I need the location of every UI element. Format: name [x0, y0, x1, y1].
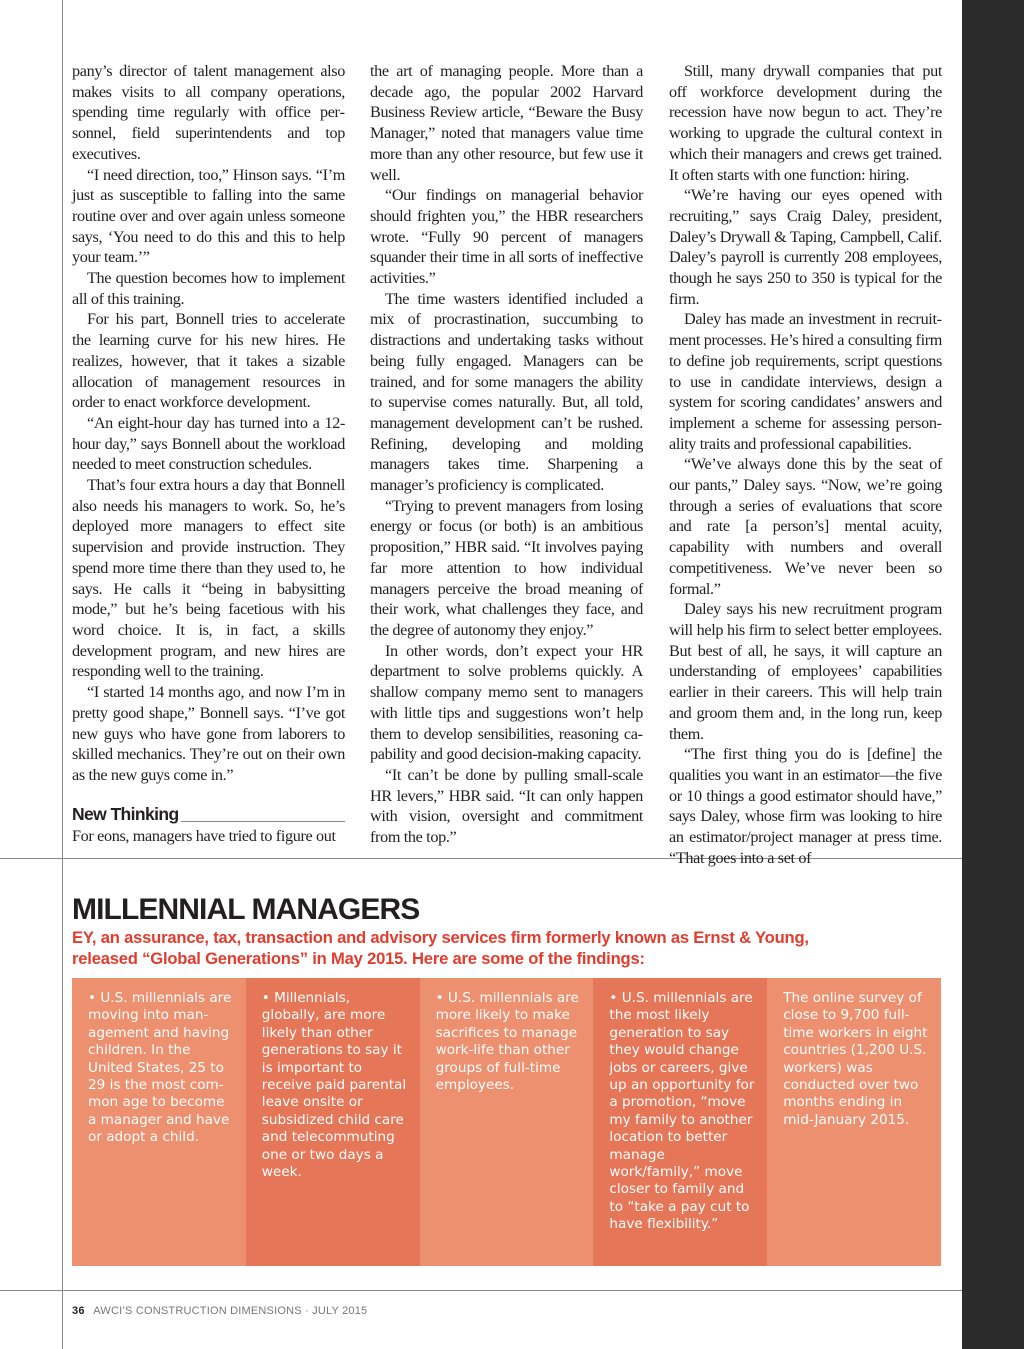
sidebar-subtitle: EY, an assurance, tax, transaction and advisory services firm formerly known as Ernst & Young, released “Global Generations” in May 2015. Here are some of the findings: [72, 928, 809, 968]
paragraph: That’s four extra hours a day that Bonnell also needs his managers to work. So, he’s deployed more managers to effect site supervision and provide instruction. They spend more time there than they used to, he says. He calls it “being in babysitting mode,” but he’s being facetious with his word choice. It is, in fact, a skills development program, and new hires are responding well to the training. [72, 476, 345, 681]
paragraph: “We’ve always done this by the seat of our pants,” Daley says. “Now, we’re going through a series of evaluations that score and rate [a person’s] mental acuity, capability with numbers and overall competitiveness. We’ve never been so formal.” [669, 455, 942, 598]
paragraph: For his part, Bonnell tries to accelerate the learning curve for his new hires. He realizes, however, that it takes a sizable allocation of management resources in order to enact workforce development. [72, 310, 345, 412]
paragraph: Still, many drywall companies that put off workforce development during the recession have now begun to act. They’re working to upgrade the cultural context in which their managers and crews get trained. It often starts with one function: hiring. [669, 62, 942, 184]
page-edge-bar [962, 0, 1024, 1349]
paragraph: “I need direction, too,” Hinson says. “I’m just as susceptible to falling into the same routine over and over again unless someone says, ‘You need to do this and this to help your team.’” [72, 165, 345, 267]
page-number: 36 [72, 1305, 85, 1317]
paragraph: Daley says his new recruitment program will help his firm to select better employees. But best of all, he says, it will capture an understanding of employees’ capabilities earlier in their careers. This will help train and groom them and, in the long run, keep them. [669, 600, 942, 743]
finding-panel: • Millennials, globally, are more likely than other generations to say it is important to receive paid parental leave onsite or subsidized child care and telecommuting one or two days a week. [246, 978, 420, 1266]
finding-panel: • U.S. millennials are moving into management and having children. In the United States, 25 to 29 is the most common age to become a manager and have or adopt a child. [72, 978, 246, 1266]
paragraph: “We’re having our eyes opened with recruiting,” says Craig Daley, president, Daley’s Drywall & Taping, Campbell, Calif. Daley’s payroll is currently 208 employees, though he says 250 to 350 is typical for the firm. [669, 186, 942, 308]
subhead-rule [181, 821, 345, 822]
paragraph: The time wasters identified included a mix of procrastination, succumbing to distractions and undertaking tasks without being fully engaged. Managers can be trained, and for some managers the ability to supervise comes naturally. But, all told, management development can’t be rushed. Refining, developing and molding managers takes time. Sharpening a manager’s proficiency is complicated. [370, 289, 643, 495]
publication-name: AWCI’S CONSTRUCTION DIMENSIONS · JULY 2015 [93, 1305, 368, 1317]
findings-panels [72, 978, 941, 1266]
footer-rule [0, 1290, 962, 1291]
subhead-text: New Thinking [72, 803, 179, 824]
article-column-3 [669, 61, 942, 868]
left-margin-rule [62, 0, 63, 1349]
finding-panel: The online survey of close to 9,700 full-time workers in eight countries (1,200 U.S. workers) was conducted over two months ending in mid-January 2015. [767, 978, 941, 1266]
page-footer [72, 1305, 367, 1317]
paragraph: “Trying to prevent managers from losing energy or focus (or both) is an ambitious proposition,” HBR said. “It involves paying far more attention to how individual managers perceive the broad meaning of their work, what challenges they face, and the degree of autonomy they enjoy.” [370, 496, 643, 639]
finding-panel: • U.S. millennials are the most likely generation to say they would change jobs or careers, give up an opportunity for a promotion, “move my family to another location to better manage work/family,” move closer to family and to “take a pay cut to have flexibility.” [593, 978, 767, 1266]
paragraph: “Our findings on managerial behavior should frighten you,” the HBR researchers wrote. “Fully 90 percent of managers squander their time in all sorts of ineffective activities.” [370, 186, 643, 288]
paragraph: The question becomes how to implement all of this training. [72, 269, 345, 308]
paragraph: “The first thing you do is [define] the qualities you want in an estimator—the five or 10 things a good estimator should have,” says Daley, whose firm was looking to hire an estimator/project manager at press time. “That goes into a set of [669, 745, 942, 867]
sidebar-title: MILLENNIAL MANAGERS [72, 893, 420, 926]
paragraph: For eons, managers have tried to figure out [72, 826, 336, 845]
paragraph: Daley has made an investment in recruitment processes. He’s hired a consulting firm to define job requirements, script questions to use in candidate interviews, design a system for scoring candidates’ answers and implement a scheme for assessing personality traits and professional capabilities. [669, 310, 942, 453]
paragraph: pany’s director of talent management also makes visits to all company operations, spending time regularly with office personnel, field superintendents and top executives. [72, 62, 345, 163]
paragraph: “I started 14 months ago, and now I’m in pretty good shape,” Bonnell says. “I’ve got new guys who have gone from laborers to skilled mechanics. They’re out on their own as the new guys come in.” [72, 683, 345, 784]
finding-panel: • U.S. millennials are more likely to make sacrifices to manage work-life than other groups of full-time employees. [420, 978, 594, 1266]
article-column-2 [370, 61, 643, 848]
paragraph: “It can’t be done by pulling small-scale HR levers,” HBR said. “It can only happen with vision, oversight and commitment from the top.” [370, 765, 643, 847]
paragraph: “An eight-hour day has turned into a 12-hour day,” says Bonnell about the workload needed to meet construction schedules. [72, 413, 345, 474]
paragraph: In other words, don’t expect your HR department to solve problems quickly. A shallow company memo sent to managers with little tips and suggestions won’t help them to develop sensibilities, reasoning capability and good decision-making capacity. [370, 641, 643, 764]
section-subhead [72, 802, 345, 826]
article-column-1 [72, 61, 345, 846]
paragraph: the art of managing people. More than a decade ago, the popular 2002 Harvard Business Review article, “Beware the Busy Manager,” noted that managers value time more than any other resource, but few use it well. [370, 62, 643, 184]
